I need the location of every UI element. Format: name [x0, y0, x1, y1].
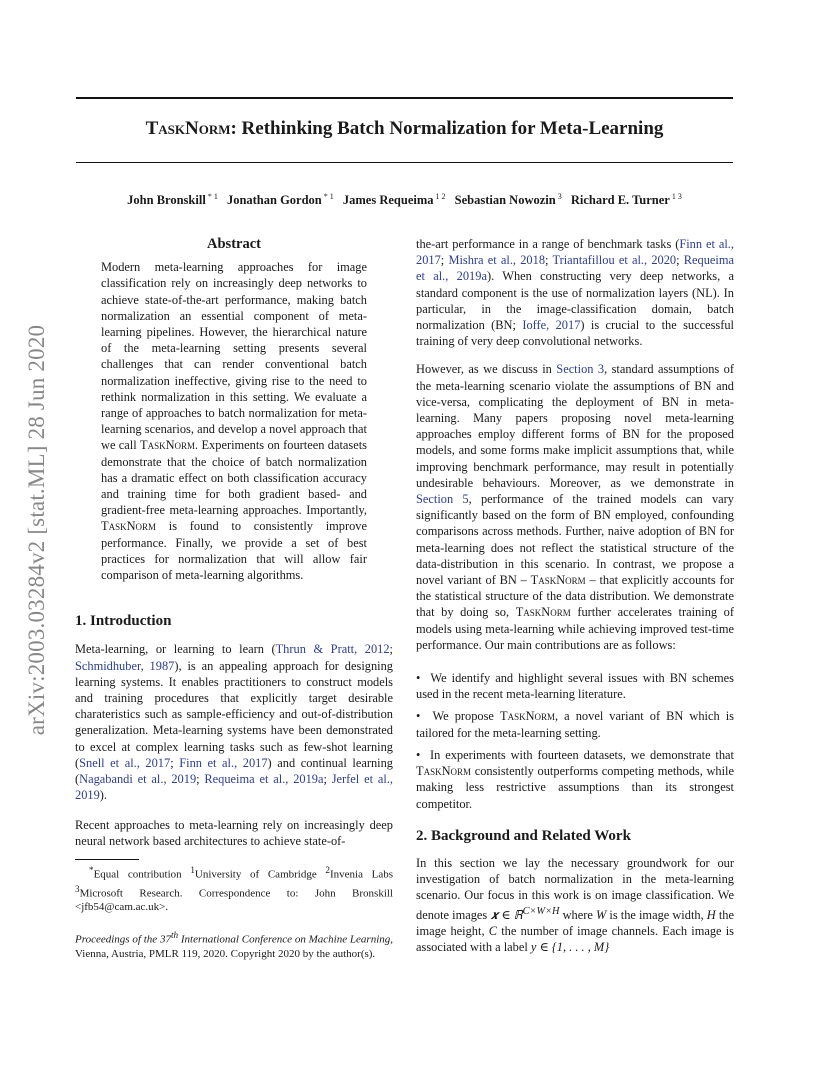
- author-name: James Requeima: [342, 193, 434, 208]
- title-rule-top: [76, 97, 733, 99]
- citation-link[interactable]: Thrun & Pratt, 2012: [275, 642, 390, 657]
- paper-title: [76, 118, 733, 140]
- author: [127, 193, 218, 207]
- bullet-icon: •: [416, 671, 431, 686]
- author: [571, 193, 682, 207]
- citation-link[interactable]: Ioffe, 2017: [522, 318, 581, 333]
- footnote-rule: [75, 859, 139, 860]
- intro-paragraph: However, as we discuss in Section 3, standard assumptions of the meta-learning scenario violate the assumptions of BN and vice-versa, complicating the deployment of BN in meta-learning. Many papers proposing novel meta-learning approaches employ different forms of BN for the proposed models, and some forms make implicit assumptions that, while improving benchmark performance, may result in potentially undesirable behaviours. Moreover, as we demonstrate in Section 5, performance of the trained models can vary significantly based on the form of BN employed, confounding comparisons across methods. Further, naive adoption of BN for meta-learning does not reflect the statistical structure of the data-distribution in this scenario. In contrast, we propose a novel variant of BN – TaskNorm – that explicitly accounts for the statistical structure of the data distribution. We demonstrate that by doing so, TaskNorm further accelerates training of models using meta-learning while achieving improved test-time performance. Our main contributions are as follows:: [416, 362, 734, 652]
- author-list: [76, 192, 733, 208]
- citation-link[interactable]: Schmidhuber, 1987: [75, 658, 175, 673]
- author-affiliation: * 1: [207, 192, 218, 201]
- background-paragraph: In this section we lay the necessary groundwork for our investigation of batch normalization in the meta-learning scenario. Our focus in this work is on image classification. We denote images 𝒙 ∈ ℝ$^{C\times W\times H}$ where W is the image width, H the image height, C the number of image channels. Each image is associated with a label y ∈ {1, . . . , M}: [416, 855, 734, 955]
- section-link[interactable]: Section 5: [416, 492, 469, 507]
- author-affiliation: 3: [557, 192, 562, 201]
- abstract-heading: Abstract: [207, 236, 261, 252]
- math-expression: y ∈ {1, . . . , M}: [530, 940, 610, 955]
- section-heading-background: 2. Background and Related Work: [416, 827, 631, 844]
- citation-link[interactable]: Jerfel et al., 2019: [75, 772, 393, 803]
- math-variable: C: [488, 923, 498, 938]
- right-column: [416, 236, 734, 955]
- section-link[interactable]: Section 3: [556, 362, 605, 377]
- method-name: TaskNorm: [515, 605, 571, 620]
- title-text: : Rethinking Batch Normalization for Meta-Learning: [230, 118, 664, 139]
- bullet-icon: •: [416, 709, 433, 724]
- method-name: TaskNorm: [101, 519, 157, 534]
- method-name: TaskNorm: [530, 573, 586, 588]
- citation-link[interactable]: Requeima et al., 2019a: [204, 772, 324, 787]
- author: [343, 193, 446, 207]
- citation-link[interactable]: Snell et al., 2017: [79, 755, 171, 770]
- bullet-icon: •: [416, 747, 431, 762]
- author: [227, 193, 334, 207]
- section-heading-introduction: 1. Introduction: [75, 613, 172, 630]
- citation-link[interactable]: Requeima et al., 2019a: [416, 253, 734, 284]
- list-item: • We propose TaskNorm, a novel variant of BN which is tailored for the meta-learning setting.: [416, 709, 734, 740]
- intro-paragraph: the-art performance in a range of benchmark tasks (Finn et al., 2017; Mishra et al., 2018; Triantafillou et al., 2020; Requeima et al., 2019a). When constructing very deep networks, a standard component is the use of normalization layers (NL). In particular, in the image-classification domain, batch normalization (BN; Ioffe, 2017) is crucial to the successful training of very deep convolutional networks.: [416, 237, 734, 349]
- math-variable: W: [595, 907, 607, 922]
- author-affiliation: 1 3: [671, 192, 682, 201]
- author-affiliation: * 1: [323, 192, 334, 201]
- author: [455, 193, 562, 207]
- author-name: Sebastian Nowozin: [454, 193, 556, 208]
- math-expression: 𝒙 ∈ ℝ: [490, 907, 523, 922]
- citation-link[interactable]: Finn et al., 2017: [179, 755, 268, 770]
- list-item: • We identify and highlight several issues with BN schemes used in the recent meta-learning literature.: [416, 671, 734, 702]
- method-name: TaskNorm: [416, 764, 472, 779]
- method-name: TaskNorm: [140, 438, 196, 453]
- math-variable: H: [706, 907, 716, 922]
- author-name: Jonathan Gordon: [226, 193, 322, 208]
- title-rule-bottom: [76, 162, 733, 163]
- citation-link[interactable]: Finn et al., 2017: [416, 237, 734, 268]
- intro-paragraph: Recent approaches to meta-learning rely on increasingly deep neural network based architectures to achieve state-of-: [75, 817, 393, 848]
- arxiv-stamp: arXiv:2003.03284v2 [stat.ML] 28 Jun 2020: [24, 324, 49, 736]
- author-name: John Bronskill: [127, 193, 206, 208]
- title-method-name: TaskNorm: [145, 118, 231, 139]
- citation-link[interactable]: Mishra et al., 2018: [448, 253, 546, 268]
- left-column: [75, 236, 393, 961]
- footnote-proceedings: Proceedings of the 37th International Conference on Machine Learning, Vienna, Austria, PMLR 119, 2020. Copyright 2020 by the author(s).: [75, 930, 393, 960]
- abstract-body: Modern meta-learning approaches for image classification rely on increasingly deep networks to achieve state-of-the-art performance, making batch normalization an essential component of meta-learning pipelines. However, the hierarchical nature of the meta-learning setting presents several challenges that can render conventional batch normalization ineffective, giving rise to the need to rethink normalization in this setting. We evaluate a range of approaches to batch normalization for meta-learning scenarios, and develop a novel approach that we call TaskNorm. Experiments on fourteen datasets demonstrate that the choice of batch normalization has a dramatic effect on both classification accuracy and training time for both gradient based- and gradient-free meta-learning approaches. Importantly, TaskNorm is found to consistently improve performance. Finally, we provide a set of best practices for normalization that will allow fair comparison of meta-learning algorithms.: [101, 260, 368, 583]
- list-item: • In experiments with fourteen datasets, we demonstrate that TaskNorm consistently outperforms competing methods, while making less restrictive assumptions than its strongest competitor.: [416, 747, 734, 811]
- contribution-list: [416, 670, 734, 812]
- method-name: TaskNorm: [500, 709, 556, 724]
- intro-paragraph: Meta-learning, or learning to learn (Thrun & Pratt, 2012; Schmidhuber, 1987), is an appealing approach for designing learning systems. It enables practitioners to construct models and training procedures that explicitly target desirable charateristics such as sample-efficiency and out-of-distribution generalization. Meta-learning systems have been demonstrated to excel at complex learning tasks such as few-shot learning (Snell et al., 2017; Finn et al., 2017) and continual learning (Nagabandi et al., 2019; Requeima et al., 2019a; Jerfel et al., 2019).: [75, 642, 393, 803]
- citation-link[interactable]: Triantafillou et al., 2020: [552, 253, 677, 268]
- footnote-affiliations: *Equal contribution $^1$University of Cambridge $^2$Invenia Labs $^3$Microsoft Research. Correspondence to: John Bronskill <jfb54@cam.ac.uk>.: [75, 864, 393, 914]
- author-name: Richard E. Turner: [570, 193, 670, 208]
- author-affiliation: 1 2: [435, 192, 446, 201]
- citation-link[interactable]: Nagabandi et al., 2019: [79, 772, 197, 787]
